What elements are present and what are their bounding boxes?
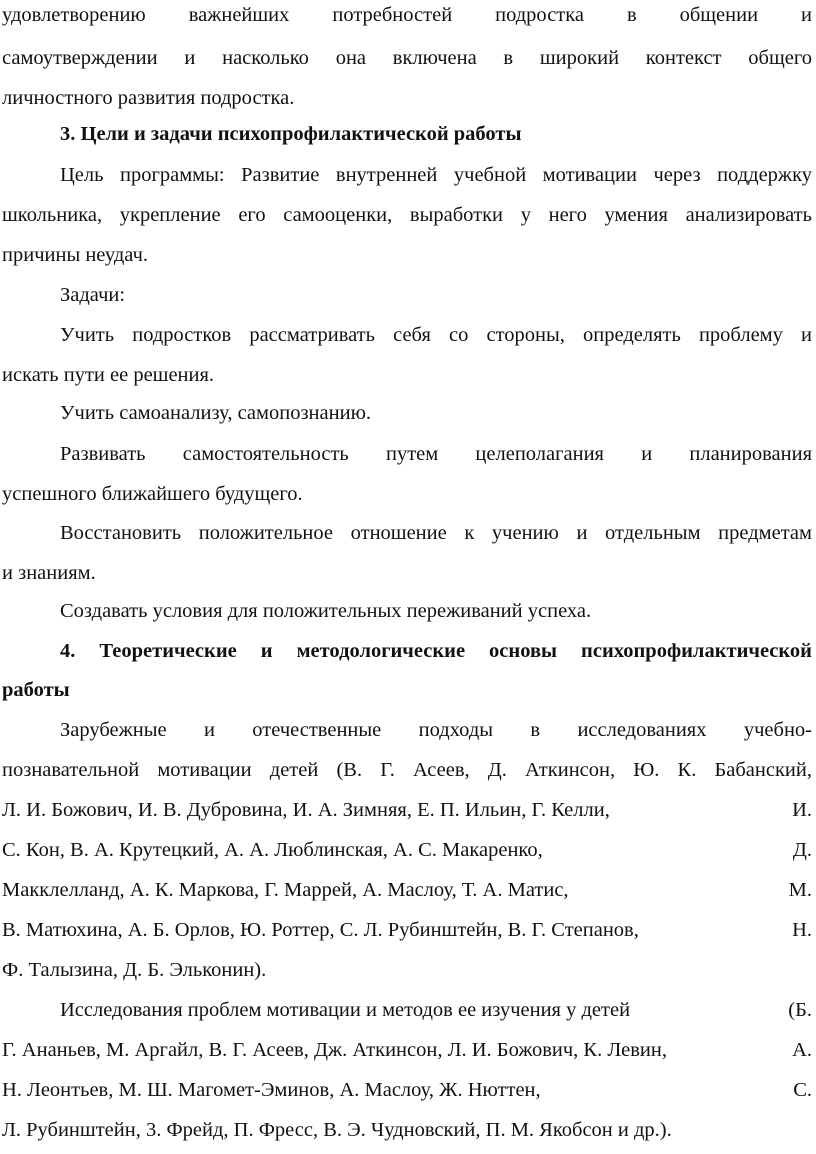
text-line: познавательной мотивации детей (В. Г. Асеев, Д. Аткинсон, Ю. К. Бабанский,	[2, 759, 812, 781]
text-line	[2, 797, 812, 823]
text-line: школьника, укрепление его самооценки, выработки у него умения анализировать	[2, 204, 812, 226]
text-line: Зарубежные и отечественные подходы в исследованиях учебно-	[60, 719, 812, 741]
text-line: искать пути ее решения.	[2, 364, 215, 386]
text-line: успешного ближайшего будущего.	[2, 483, 303, 505]
text-line: самоутверждении и насколько она включена в широкий контекст общего	[2, 47, 812, 69]
text-line: Развивать самостоятельность путем целеполагания и планирования	[60, 443, 812, 465]
text-line: причины неудач.	[2, 244, 149, 266]
text-line	[2, 837, 812, 863]
text-segment: С. Кон, В. А. Крутецкий, А. А. Люблинская, А. С. Макаренко,	[2, 839, 543, 861]
text-line	[60, 997, 812, 1023]
text-line: удовлетворению важнейших потребностей подростка в общении и	[2, 4, 812, 26]
text-line: Ф. Талызина, Д. Б. Эльконин).	[2, 959, 267, 981]
text-segment: Н.	[792, 919, 812, 941]
text-segment: Л. И. Божович, И. В. Дубровина, И. А. Зимняя, Е. П. Ильин, Г. Келли,	[2, 799, 610, 821]
text-segment: И.	[792, 799, 812, 821]
text-line	[2, 917, 812, 943]
text-segment: Н. Леонтьев, М. Ш. Магомет-Эминов, А. Маслоу, Ж. Нюттен,	[2, 1079, 541, 1101]
section-heading: 4. Теоретические и методологические основы психопрофилактической	[60, 640, 812, 662]
text-segment: Г. Ананьев, М. Аргайл, В. Г. Асеев, Дж. Аткинсон, Л. И. Божович, К. Левин,	[2, 1039, 667, 1061]
text-line: Учить самоанализу, самопознанию.	[60, 402, 372, 424]
text-line	[2, 1077, 812, 1103]
text-line: Восстановить положительное отношение к учению и отдельным предметам	[60, 522, 812, 544]
text-segment: С.	[793, 1079, 812, 1101]
text-line	[2, 877, 812, 903]
text-line: Задачи:	[60, 284, 126, 306]
text-segment: (Б.	[788, 999, 812, 1021]
text-line: личностного развития подростка.	[2, 87, 295, 109]
text-line	[2, 1037, 812, 1063]
text-segment: Д.	[792, 839, 812, 861]
section-heading: работы	[2, 679, 70, 701]
text-segment: Макклелланд, А. К. Маркова, Г. Маррей, А. Маслоу, Т. А. Матис,	[2, 879, 569, 901]
section-heading: 3. Цели и задачи психопрофилактической работы	[60, 123, 522, 145]
text-line: Учить подростков рассматривать себя со стороны, определять проблему и	[60, 324, 812, 346]
text-line: и знаниям.	[2, 562, 96, 584]
text-segment: А.	[792, 1039, 812, 1061]
text-segment: М.	[788, 879, 812, 901]
text-segment: Исследования проблем мотивации и методов ее изучения у детей	[60, 999, 631, 1021]
text-line: Цель программы: Развитие внутренней учебной мотивации через поддержку	[60, 164, 812, 186]
text-segment: В. Матюхина, А. Б. Орлов, Ю. Роттер, С. Л. Рубинштейн, В. Г. Степанов,	[2, 919, 639, 941]
text-line: Создавать условия для положительных переживаний успеха.	[60, 600, 592, 622]
text-line: Л. Рубинштейн, 3. Фрейд, П. Фресс, В. Э. Чудновский, П. М. Якобсон и др.).	[2, 1119, 672, 1141]
